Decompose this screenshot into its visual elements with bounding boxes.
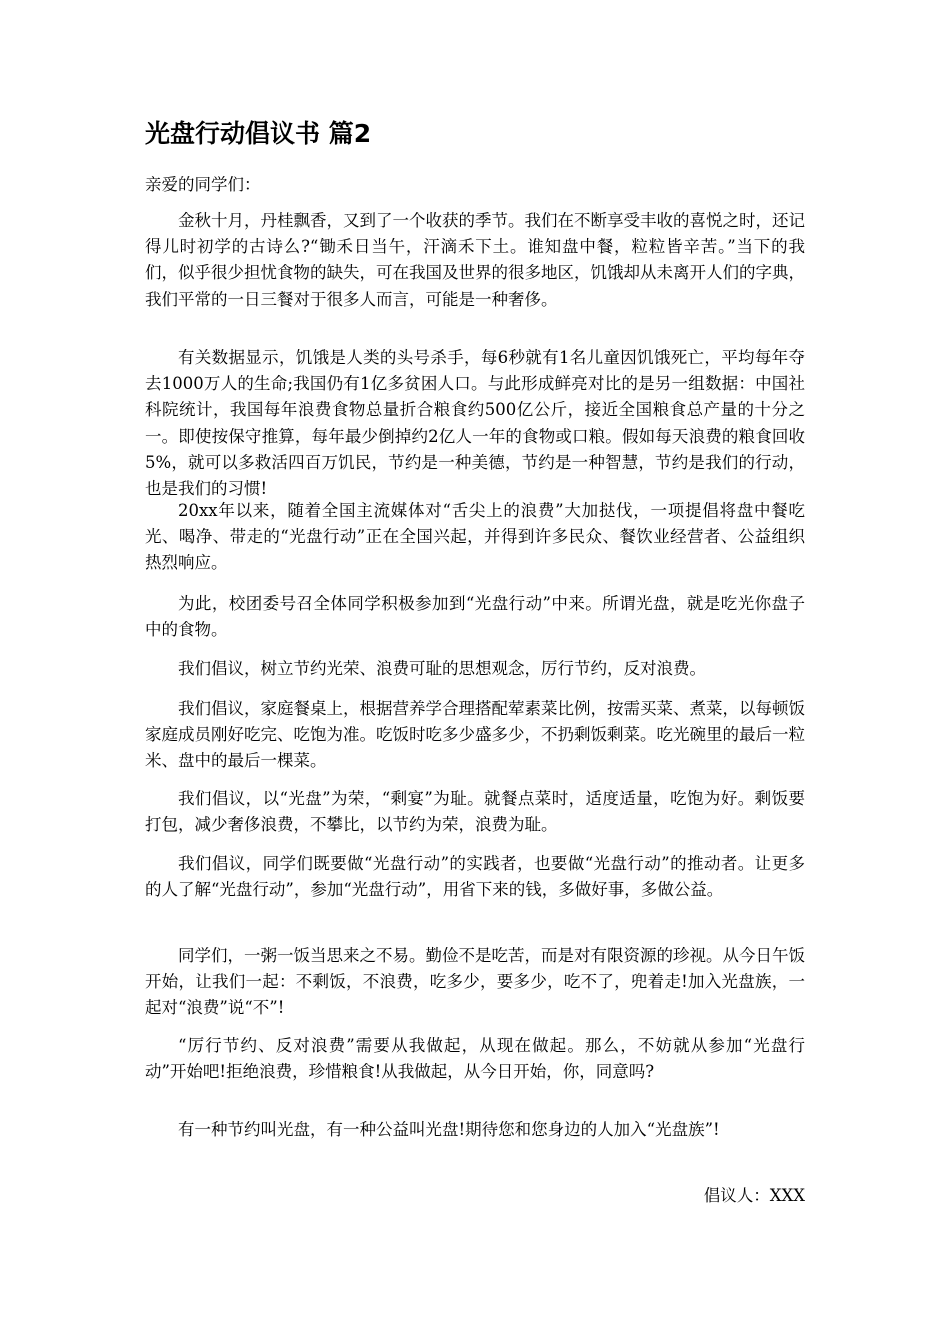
- signature: 倡议人：XXX: [703, 1186, 805, 1205]
- paragraph: “厉行节约、反对浪费”需要从我做起，从现在做起。那么，不妨就从参加“光盘行动”开始吧!拒绝浪费，珍惜粮食!从我做起，从今日开始，你，同意吗?: [145, 1036, 805, 1082]
- paragraph: 我们倡议，以“光盘”为荣，“剩宴”为耻。就餐点菜时，适度适量，吃饱为好。剩饭要打包，减少奢侈浪费，不攀比，以节约为荣，浪费为耻。: [145, 789, 805, 835]
- paragraph: 有关数据显示，饥饿是人类的头号杀手，每6秒就有1名儿童因饥饿死亡，平均每年夺去1000万人的生命;我国仍有1亿多贫困人口。与此形成鲜亮对比的是另一组数据：中国社科院统计，我国每年浪费食物总量折合粮食约500亿公斤，接近全国粮食总产量的十分之一。即使按保守推算，每年最少倒掉约2亿人一年的食物或口粮。假如每天浪费的粮食回收5%，就可以多救活四百万饥民，节约是一种美德，节约是一种智慧，节约是我们的行动，也是我们的习惯!: [145, 348, 805, 499]
- paragraph: 金秋十月，丹桂飘香，又到了一个收获的季节。我们在不断享受丰收的喜悦之时，还记得儿时初学的古诗么?“锄禾日当午，汗滴禾下土。谁知盘中餐，粒粒皆辛苦。”当下的我们，似乎很少担忧食物的缺失，可在我国及世界的很多地区，饥饿却从未离开人们的字典，我们平常的一日三餐对于很多人而言，可能是一种奢侈。: [145, 211, 805, 309]
- paragraph: 20xx年以来，随着全国主流媒体对“舌尖上的浪费”大加挞伐，一项提倡将盘中餐吃光、喝净、带走的“光盘行动”正在全国兴起，并得到许多民众、餐饮业经营者、公益组织热烈响应。: [145, 501, 805, 573]
- paragraph: 我们倡议，树立节约光荣、浪费可耻的思想观念，厉行节约，反对浪费。: [178, 659, 706, 678]
- paragraph: 为此，校团委号召全体同学积极参加到“光盘行动”中来。所谓光盘，就是吃光你盘子中的食物。: [145, 594, 805, 640]
- document-title: 光盘行动倡议书 篇2: [145, 119, 372, 148]
- salutation: 亲爱的同学们：: [145, 175, 261, 194]
- paragraph: 我们倡议，家庭餐桌上，根据营养学合理搭配荤素菜比例，按需买菜、煮菜，以每顿饭家庭成员刚好吃完、吃饱为准。吃饭时吃多少盛多少，不扔剩饭剩菜。吃光碗里的最后一粒米、盘中的最后一棵菜。: [145, 699, 805, 771]
- paragraph: 同学们，一粥一饭当思来之不易。勤俭不是吃苦，而是对有限资源的珍视。从今日午饭开始，让我们一起：不剩饭，不浪费，吃多少，要多少，吃不了，兜着走!加入光盘族，一起对“浪费”说“不”!: [145, 946, 805, 1018]
- paragraph: 我们倡议，同学们既要做“光盘行动”的实践者，也要做“光盘行动”的推动者。让更多的人了解“光盘行动”，参加“光盘行动”，用省下来的钱，多做好事，多做公益。: [145, 854, 805, 900]
- paragraph: 有一种节约叫光盘，有一种公益叫光盘!期待您和您身边的人加入“光盘族”!: [178, 1120, 720, 1139]
